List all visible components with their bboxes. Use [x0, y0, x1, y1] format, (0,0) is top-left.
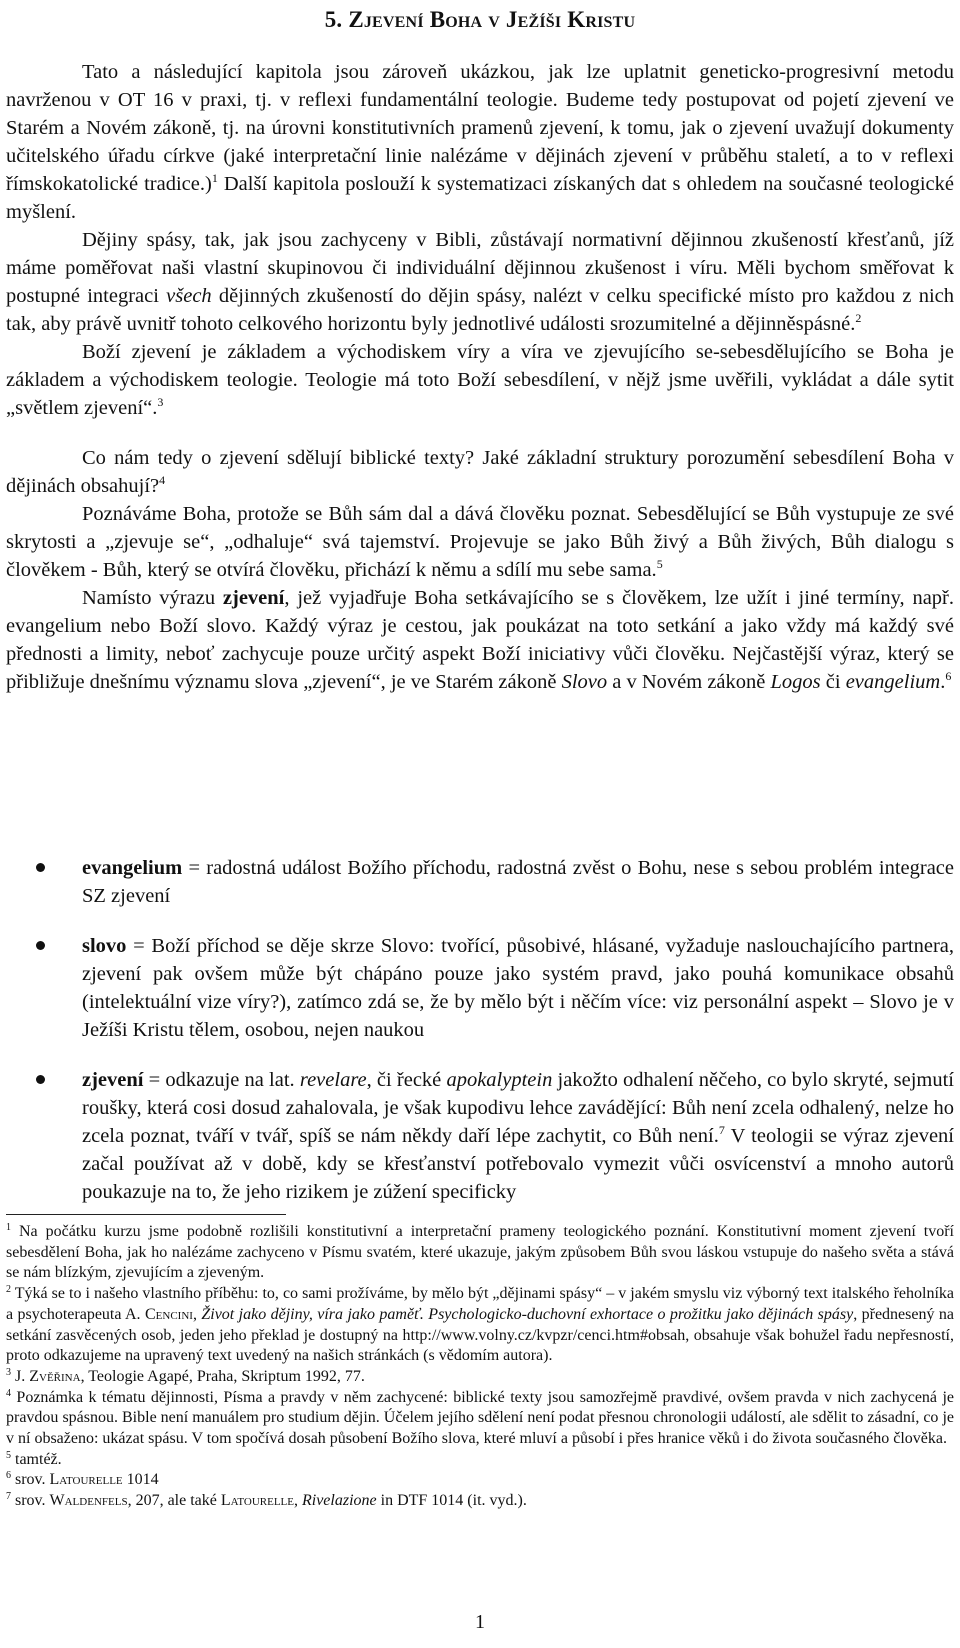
footnote-text: , 207, ale také: [127, 1492, 221, 1510]
text-emphasis: Logos: [770, 671, 821, 693]
text-run: dějinných zkušeností do dějin spásy, nalézt v celku specifické místo pro každou z nich tak, aby právě uvnitř tohoto celkového horizontu byly jednotlivé události srozumitelné a dějinněspásné.: [6, 285, 954, 335]
paragraph-intro: [6, 58, 954, 226]
text-run: Namísto výrazu: [82, 587, 223, 609]
list-item-zjeveni: [0, 1066, 960, 1206]
footnote-3: [6, 1367, 954, 1388]
text-run: Boží zjevení je základem a východiskem víry a víra ve zjevujícího se-sebesdělujícího se Boha je základem a východiskem teologie. Teologie má toto Boží sebesdílení, v nějž jsme uvěřili, vykládat a dále sytit „světlem zjevení“.: [6, 341, 954, 419]
footnote-number: 1: [6, 1222, 11, 1233]
term-definition: = odkazuje na lat.: [143, 1069, 300, 1091]
footnote-divider: [6, 1214, 286, 1215]
footnote-number: 7: [6, 1491, 11, 1503]
text-run: , či řecké: [366, 1069, 447, 1091]
text-run: Dějiny spásy, tak, jak jsou zachyceny v Bibli, zůstávají normativní dějinnou zkušeností křesťanů, jíž máme poměřovat naši vlastní skupinovou či individuální dějinnou zkušenost i víru. Měli bychom směřovat k postupné integraci: [6, 229, 954, 307]
footnote-text: ,: [293, 1492, 302, 1510]
text-bold: zjevení: [222, 587, 285, 609]
text-run: , jež vyjadřuje Boha setkávajícího se s člověkem, lze užít i jiné termíny, např. evangelium nebo Boží slovo. Každý výraz je cestou, jak poukázat na toto setkání a jako vždy má každý své přednosti a limity, neboť zachycuje pouze určitý aspekt Boží iniciativy vůči člověku. Nejčastější výraz, který se přibližuje dnešnímu významu slova „zjevení“, je ve Starém zákoně: [6, 587, 954, 693]
author-name: Latourelle: [49, 1471, 123, 1489]
footnote-text: Týká se to i našeho vlastního příběhu: to, co sami prožíváme, by mělo být „dějinami spásy“ – v jakém smyslu viz výborný text italského řeholníka a psychoterapeuta A.: [6, 1285, 954, 1323]
footnote-ref-7[interactable]: 7: [718, 1123, 725, 1137]
list-item-evangelium: [0, 854, 960, 910]
text-run: Další kapitola poslouží k systematizaci získaných dat s ohledem na současné teologické myšlení.: [6, 173, 954, 223]
paragraph-question: [6, 444, 954, 500]
list-item-slovo: [0, 932, 960, 1044]
term-label: slovo: [82, 935, 127, 957]
text-run: a v Novém zákoně: [607, 671, 771, 693]
bullet-icon: [36, 863, 45, 872]
text-run: jakožto odhalení něčeho, co bylo skryté, sejmutí roušky, která cosi dosud zahalovala, je však kupodivu lehce zavádějící: Bůh není zcela odhalený, nelze ho zcela poznat, tváří v tvář, spíš se nám někdy daří lépe zachytit, co Bůh není.: [82, 1069, 955, 1147]
footnotes: [6, 1222, 954, 1512]
page-title: 5. Zjevení Boha v Ježíši Kristu: [324, 7, 636, 32]
text-run: Co nám tedy o zjevení sdělují biblické texty? Jaké základní struktury porozumění sebesdílení Boha v dějinách obsahují?: [6, 447, 954, 497]
work-title: Život jako dějiny, víra jako paměť. Psychologicko-duchovní exhortace o prožitku jako dějinách spásy: [201, 1305, 854, 1323]
footnote-text: srov.: [11, 1471, 50, 1489]
main-text: [6, 58, 954, 696]
author-name: Zvěřina: [29, 1367, 81, 1385]
text-run: či: [820, 671, 846, 693]
footnote-4: [6, 1388, 954, 1450]
footnote-text: ,: [192, 1305, 202, 1323]
footnote-text: in DTF 1014 (it. vyd.).: [376, 1492, 527, 1510]
author-name: Waldenfels: [49, 1492, 128, 1510]
footnote-number: 5: [6, 1449, 11, 1461]
footnote-text: , Teologie Agapé, Praha, Skriptum 1992, 77.: [80, 1367, 365, 1385]
term-definition: = Boží příchod se děje skrze Slovo: tvořící, působivé, hlásané, vyžaduje naslouchajícího partnera, zjevení pak ovšem může být chápáno pouze jako systém pravd, jako pouhá komunikace obsahů (intelektuální vize víry?), zatímco zdá se, že by mělo být i něčím více: viz personální aspekt – Slovo je v Ježíši Kristu tělem, osobou, nejen naukou: [82, 935, 954, 1041]
footnote-2: [6, 1284, 954, 1367]
footnote-ref-6[interactable]: 6: [945, 669, 952, 683]
paragraph-history: [6, 226, 954, 338]
text-run: .: [940, 671, 946, 693]
bullet-icon: [36, 941, 45, 950]
footnote-text: srov.: [11, 1492, 50, 1510]
paragraph-revelation: [6, 338, 954, 422]
footnote-text: 1014: [122, 1471, 159, 1489]
text-run: V teologii se výraz zjevení začal používat až v době, kdy se křesťanství potřebovalo vymezit vůči osvícenství a mnoho autorů poukazuje na to, že jeho rizikem je zúžení specificky: [82, 1125, 955, 1203]
footnote-ref-5[interactable]: 5: [656, 557, 663, 571]
footnote-ref-4[interactable]: 4: [159, 473, 166, 487]
footnote-number: 6: [6, 1470, 11, 1482]
footnote-ref-1[interactable]: 1: [211, 171, 218, 185]
footnote-text: Na počátku kurzu jsme podobně rozlišili konstitutivní a interpretační prameny teologického poznání. Konstitutivní moment zjevení tvoří sebesdělení Boha, jak ho nalézáme zachyceno v Písmu svatém, které ukazuje, jakým způsobem Bůh svou láskou vstupuje do našeho světa a stává se nám blízkým, zjevujícím a zjeveným.: [6, 1223, 954, 1282]
text-emphasis: Slovo: [561, 671, 608, 693]
footnote-6: [6, 1470, 954, 1491]
spacer: [6, 422, 954, 444]
footnote-text: J.: [11, 1367, 30, 1385]
footnote-5: [6, 1450, 954, 1471]
text-run: Tato a následující kapitola jsou zároveň ukázkou, jak lze uplatnit geneticko-progresivní metodu navrženou v OT 16 v praxi, tj. v reflexi fundamentální teologie. Budeme tedy postupovat od pojetí zjevení ve Starém a Novém zákoně, tj. na úrovni konstitutivních pramenů zjevení, k tomu, jak o zjevení uvažují dokumenty učitelského úřadu církve (jaké interpretační linie nalézáme v dějinách zjevení v průběhu staletí, a to v reflexi římskokatolické tradice.): [6, 61, 954, 195]
term-list: [0, 854, 960, 1228]
text-emphasis: apokalyptein: [446, 1069, 553, 1091]
footnote-number: 3: [6, 1366, 11, 1378]
page-number: 1: [475, 1611, 485, 1633]
work-title: Rivelazione: [301, 1492, 377, 1510]
footnote-1: [6, 1222, 954, 1284]
term-label: zjevení: [82, 1069, 144, 1091]
text-emphasis: evangelium: [845, 671, 941, 693]
text-emphasis: revelare: [299, 1069, 367, 1091]
term-label: evangelium: [82, 857, 183, 879]
text-emphasis: všech: [166, 285, 212, 307]
term-definition: = radostná událost Božího příchodu, radostná zvěst o Bohu, nese s sebou problém integrace SZ zjevení: [82, 857, 954, 907]
footnote-number: 4: [6, 1387, 11, 1399]
bullet-icon: [36, 1075, 45, 1084]
paragraph-terms: [6, 584, 954, 696]
text-run: Poznáváme Boha, protože se Bůh sám dal a dává člověku poznat. Sebesdělující se Bůh vystupuje ze své skrytosti a „zjevuje se“, „odhaluje“ svá tajemství. Projevuje se jako Bůh živý a Bůh živých, Bůh dialogu s člověkem - Bůh, který se otvírá člověku, přichází k němu a sdílí mu sebe sama.: [6, 503, 954, 581]
footnote-text: , přednesený na setkání zasvěcených osob, jeden jeho překlad je dostupný na http://www.volny.cz/kvpzr/cenci.htm#obsah, obsahuje však bohužel řadu nepřesností, proto odkazujeme na upravený text uvedený na našich stránkách (s vědomím autora).: [6, 1305, 954, 1365]
footnote-ref-3[interactable]: 3: [157, 395, 164, 409]
author-name: Latourelle: [220, 1492, 294, 1510]
footnote-text: Poznámka k tématu dějinnosti, Písma a pravdy v něm zachycené: biblické texty jsou samozřejmě pravdivé, ovšem pravda v nich zachycená je pravdou spásnou. Bible není manuálem pro studium dějin. Účelem jejího sdělení není podat přesnou chronologii událostí, ale sdělit to zásadní, co je v ní obsaženo: ukázat spásu. V tom spočívá dosah působení Božího slova, které mluví a působí i přes hranice věků i do života současného člověka.: [6, 1388, 954, 1448]
author-name: Cencini: [144, 1305, 193, 1323]
paragraph-knowing-god: [6, 500, 954, 584]
footnote-text: tamtéž.: [11, 1450, 62, 1468]
footnote-number: 2: [6, 1284, 11, 1296]
footnote-ref-2[interactable]: 2: [855, 311, 862, 325]
footnote-7: [6, 1491, 954, 1512]
